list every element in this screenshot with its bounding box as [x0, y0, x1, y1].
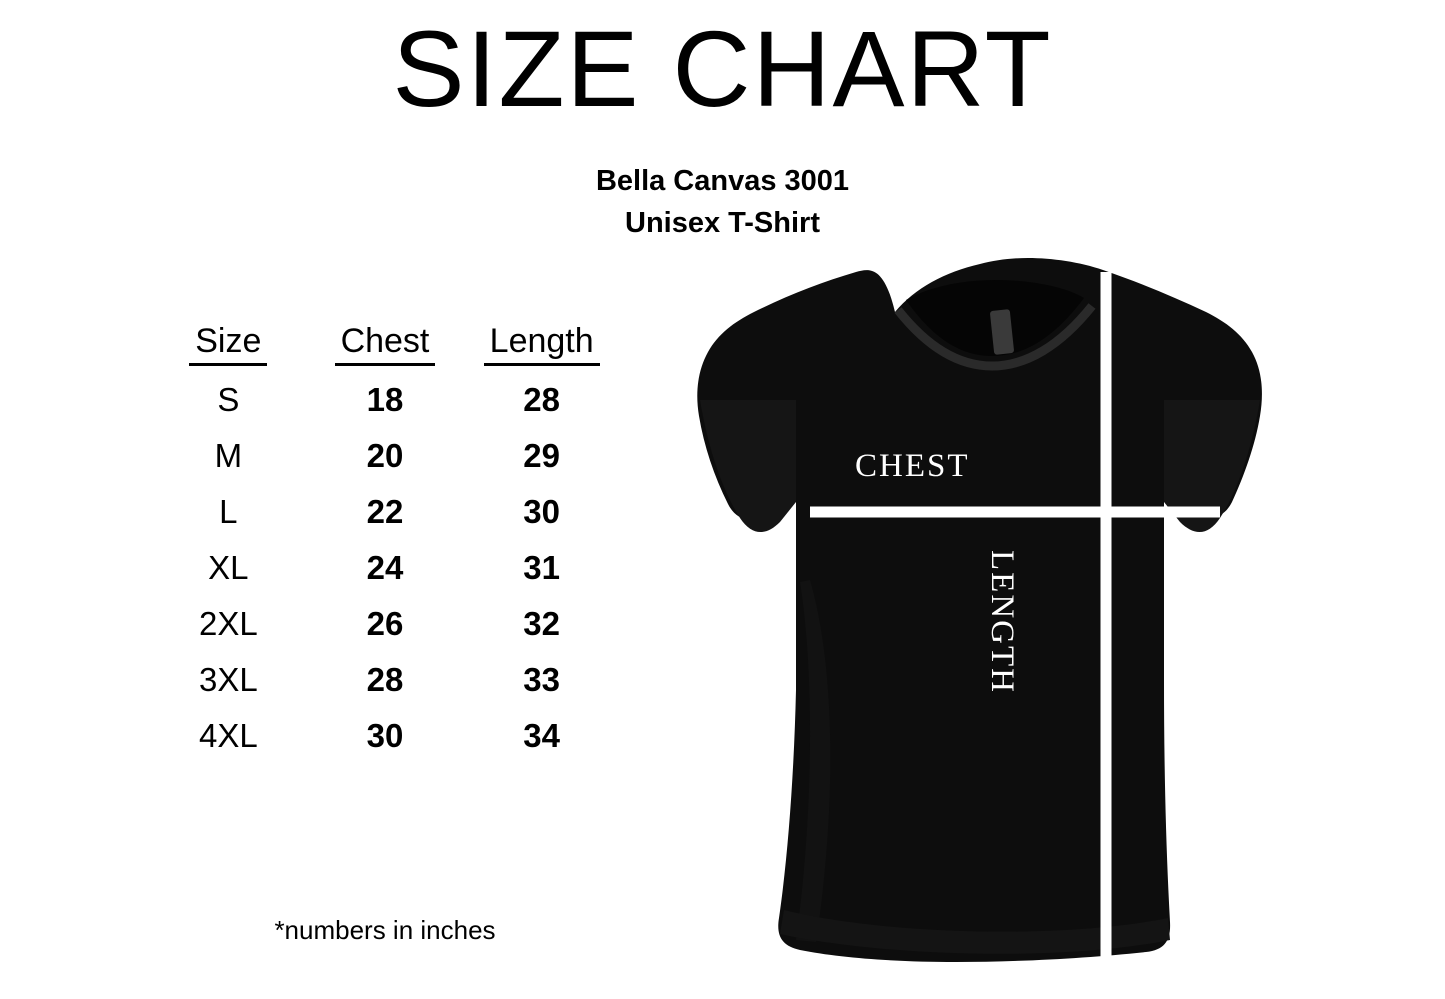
tshirt-illustration	[660, 250, 1360, 980]
cell-size: 4XL	[198, 717, 258, 754]
cell-size: M	[214, 437, 243, 474]
product-subtitle	[0, 160, 1445, 244]
size-table	[150, 322, 620, 764]
column-header-chest: Chest	[307, 322, 464, 372]
cell-size: XL	[208, 549, 249, 586]
cell-chest: 24	[366, 549, 404, 586]
cell-length: 32	[523, 605, 561, 642]
table-row	[150, 652, 620, 708]
column-header-length: Length	[463, 322, 620, 372]
cell-size: 3XL	[198, 661, 258, 698]
column-header-size: Size	[150, 322, 307, 372]
cell-length: 31	[523, 549, 561, 586]
table-row	[150, 428, 620, 484]
page-title: SIZE CHART	[392, 8, 1053, 129]
cell-chest: 30	[366, 717, 404, 754]
table-row	[150, 708, 620, 764]
cell-chest: 22	[366, 493, 404, 530]
chest-measure-label: CHEST	[855, 448, 970, 484]
cell-length: 29	[523, 437, 561, 474]
product-name: Bella Canvas 3001	[595, 165, 850, 197]
cell-size: S	[217, 381, 240, 418]
length-measure-label: LENGTH	[984, 550, 1020, 694]
units-footnote: *numbers in inches	[274, 915, 496, 945]
cell-length: 28	[523, 381, 561, 418]
cell-length: 34	[523, 717, 561, 754]
table-header-row	[150, 322, 620, 372]
table-row	[150, 372, 620, 428]
cell-length: 33	[523, 661, 561, 698]
size-table-container	[150, 322, 620, 764]
cell-size: 2XL	[198, 605, 258, 642]
table-row	[150, 596, 620, 652]
cell-chest: 26	[366, 605, 404, 642]
cell-chest: 20	[366, 437, 404, 474]
cell-chest: 18	[366, 381, 404, 418]
cell-chest: 28	[366, 661, 404, 698]
table-row	[150, 484, 620, 540]
cell-size: L	[219, 493, 238, 530]
product-type: Unisex T-Shirt	[625, 207, 820, 240]
cell-length: 30	[523, 493, 561, 530]
table-row	[150, 540, 620, 596]
